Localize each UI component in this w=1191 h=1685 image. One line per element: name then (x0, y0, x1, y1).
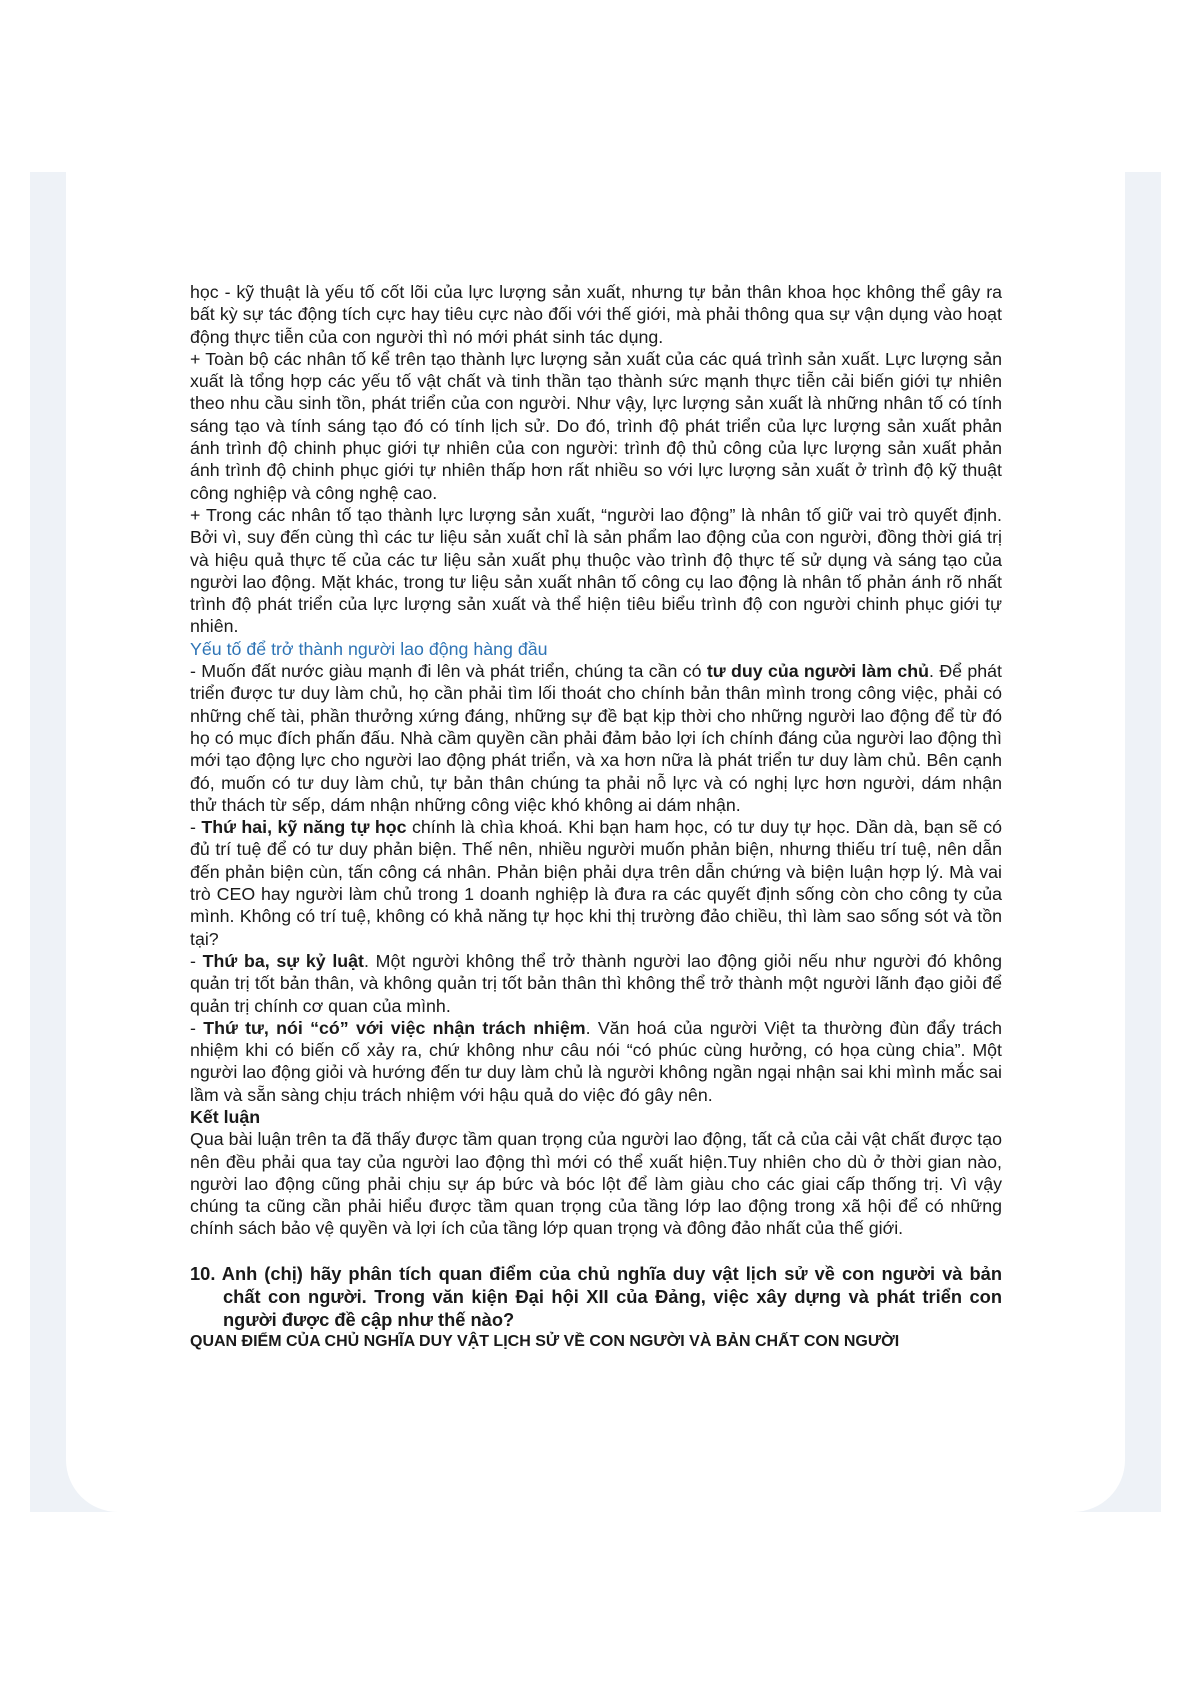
section-heading-caps: QUAN ĐIỂM CỦA CHỦ NGHĨA DUY VẬT LỊCH SỬ VỀ CON NGƯỜI VÀ BẢN CHẤT CON NGƯỜI (190, 1332, 900, 1350)
text-run: . Một người không thể trở thành người lao động giỏi nếu như người đó không quản trị tốt bản thân, và không quản trị tốt bản thân thì không thể trở thành một người lãnh đạo giỏi để quản trị chính cơ quan của mình. (190, 950, 1002, 1016)
paragraph-worker-role: + Trong các nhân tố tạo thành lực lượng sản xuất, “người lao động” là nhân tố giữ vai trò quyết định. Bởi vì, suy đến cùng thì các tư liệu sản xuất chỉ là sản phẩm lao động của con người, đồng thời giá trị và hiệu quả thực tế của các tư liệu sản xuất phụ thuộc vào trình độ thực tế sử dụng và sáng tạo của người lao động. Mặt khác, trong tư liệu sản xuất nhân tố công cụ lao động là nhân tố phản ánh rõ nhất trình độ phát triển của lực lượng sản xuất và thể hiện tiêu biểu trình độ con người chinh phục giới tự nhiên. (190, 504, 1002, 637)
document-body (190, 281, 1002, 1353)
text-run: - Muốn đất nước giàu mạnh đi lên và phát triển, chúng ta cần có (190, 661, 707, 682)
paragraph-owner-mindset (190, 660, 1002, 816)
question-10: 10. Anh (chị) hãy phân tích quan điểm của chủ nghĩa duy vật lịch sử về con người và bản chất con người. Trong văn kiện Đại hội XII của Đảng, việc xây dựng và phát triển con người được đề cập như thế nào? (190, 1262, 1002, 1330)
text-run: . Văn hoá của người Việt ta thường đùn đẩy trách nhiệm khi có biến cố xảy ra, chứ không như câu nói “có phúc cùng hưởng, có họa cùng chia”. Một người lao động giỏi và hướng đến tư duy làm chủ là người không ngần ngại nhận sai khi mình mắc sai lầm và sẵn sàng chịu trách nhiệm với hậu quả do việc đó gây nên. (190, 1017, 1002, 1105)
paragraph-science: học - kỹ thuật là yếu tố cốt lõi của lực lượng sản xuất, nhưng tự bản thân khoa học không thể gây ra bất kỳ sự tác động tích cực hay tiêu cực nào đối với thế giới, mà phải thông qua sự vận dụng vào hoạt động thực tiễn của con người thì nó mới phát sinh tác dụng. (190, 282, 1002, 347)
section-heading-top-worker: Yếu tố để trở thành người lao động hàng đầu (190, 638, 548, 659)
paragraph-self-learning (190, 816, 1002, 950)
bold-phrase: Thứ hai, kỹ năng tự học (201, 817, 407, 838)
bold-phrase: tư duy của người làm chủ (706, 661, 930, 682)
text-run: - (190, 817, 202, 838)
bold-phrase: Thứ ba, sự kỷ luật (202, 950, 364, 971)
bold-phrase: Thứ tư, nói “có” với việc nhận trách nhiệm (203, 1017, 586, 1038)
text-run: - (190, 1017, 204, 1038)
paragraph-discipline (190, 950, 1002, 1017)
paragraph-conclusion: Qua bài luận trên ta đã thấy được tầm quan trọng của người lao động, tất cả của cải vật chất được tạo nên đều phải qua tay của người lao động thì mới có thể xuất hiện.Tuy nhiên cho dù ở thời gian nào, người lao động cũng phải chịu sự áp bức và bóc lột để làm giàu cho các giai cấp thống trị. Vì vậy chúng ta cũng cần phải hiểu được tầm quan trọng của tầng lớp lao động trong xã hội để có những chính sách bảo vệ quyền và lợi ích của tầng lớp quan trọng và đông đảo nhất của thế giới. (190, 1129, 1002, 1239)
section-heading-conclusion: Kết luận (190, 1106, 261, 1127)
text-run: chính là chìa khoá. Khi bạn ham học, có tư duy tự học. Dần dà, bạn sẽ có đủ trí tuệ để có tư duy phản biện. Thế nên, nhiều người muốn phản biện, nhưng thiếu trí tuệ, nên dẫn đến phản biện cùn, tấn công cá nhân. Phản biện phải dựa trên dẫn chứng và biện luận hợp lý. Mà vai trò CEO hay người làm chủ trong 1 doanh nghiệp là đưa ra các quyết định sống còn cho công ty của mình. Không có trí tuệ, không có khả năng tự học khi thị trường đảo chiều, thì làm sao sống sót và tồn tại? (190, 817, 1002, 949)
text-run: - (190, 950, 203, 971)
paragraph-responsibility (190, 1017, 1002, 1106)
text-run: . Để phát triển được tư duy làm chủ, họ cần phải tìm lối thoát cho chính bản thân mình trong công việc, phải có những chế tài, phần thưởng xứng đáng, những sự đề bạt kịp thời cho những người lao động để từ đó họ có mục đích phấn đấu. Nhà cầm quyền cần phải đảm bảo lợi ích chính đáng của người lao động thì mới tạo động lực cho người lao động phát triển, và xa hơn nữa là phát triển tư duy làm chủ. Bên cạnh đó, muốn có tư duy làm chủ, tự bản thân chúng ta phải nỗ lực và có nghị lực hơn người, dám nhận thử thách từ sếp, dám nhận những công việc khó không ai dám nhận. (190, 661, 1003, 815)
paragraph-productive-forces: + Toàn bộ các nhân tố kể trên tạo thành lực lượng sản xuất của các quá trình sản xuất. Lực lượng sản xuất là tổng hợp các yếu tố vật chất và tinh thần tạo thành sức mạnh thực tiễn cải biến giới tự nhiên theo nhu cầu sinh tồn, phát triển của con người. Như vậy, lực lượng sản xuất là những nhân tố có tính sáng tạo và tính sáng tạo đó có tính lịch sử. Do đó, trình độ phát triển của lực lượng sản xuất phản ánh trình độ chinh phục giới tự nhiên của con người: trình độ thủ công của lực lượng sản xuất phản ánh trình độ chinh phục giới tự nhiên thấp hơn rất nhiều so với lực lượng sản xuất ở trình độ kỹ thuật công nghiệp và công nghệ cao. (190, 348, 1002, 503)
